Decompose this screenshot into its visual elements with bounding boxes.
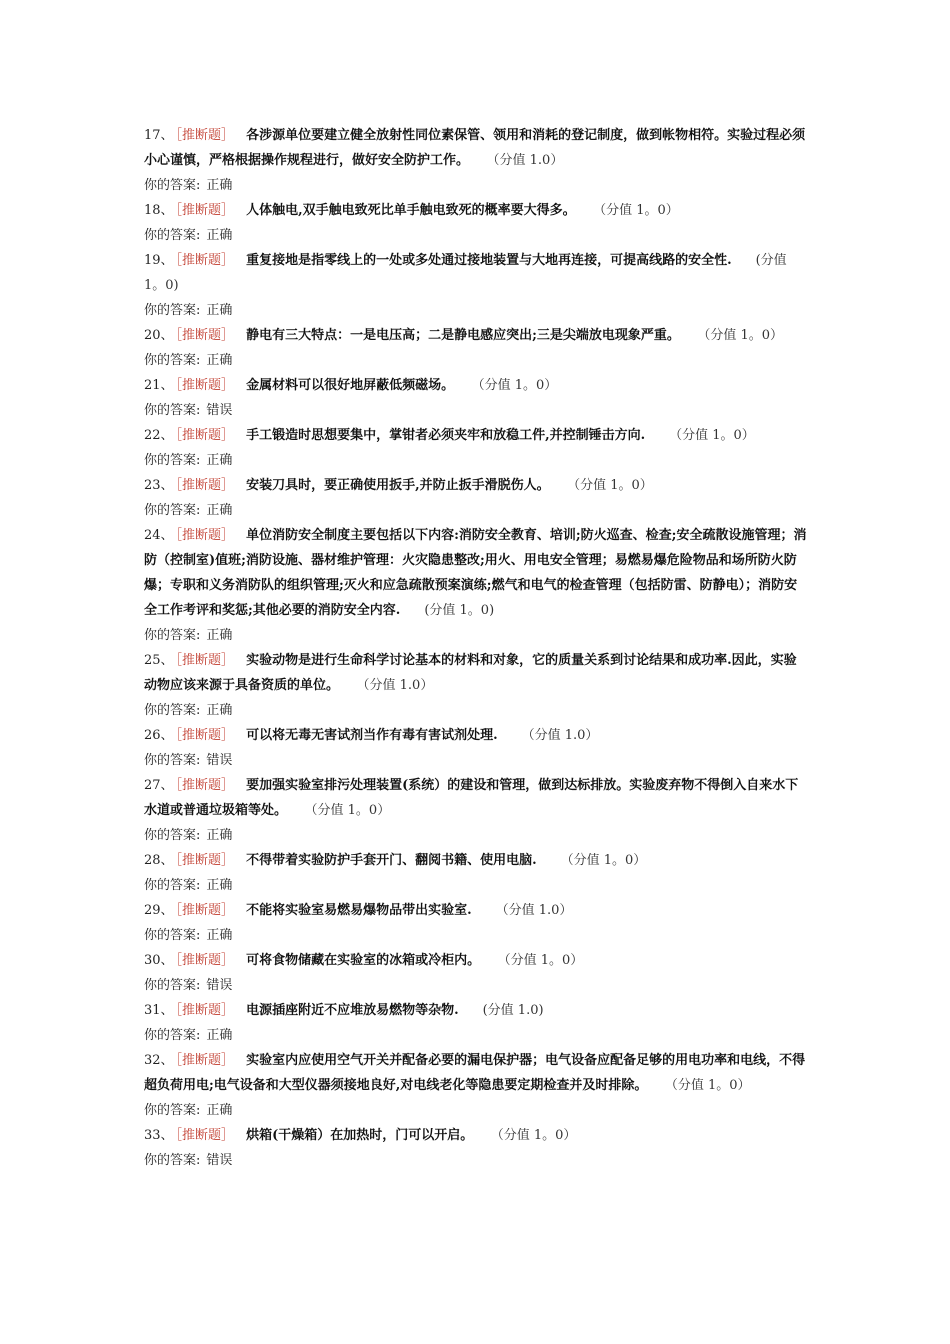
question-score: （分值 1。0） xyxy=(560,853,647,868)
question-score: (分值 1.0) xyxy=(482,1003,544,1018)
answer-label: 你的答案: xyxy=(144,353,201,368)
question-score: (分值 1。0) xyxy=(424,603,495,618)
answer-label: 你的答案: xyxy=(144,228,201,243)
question-stem: 实验动物是进行生命科学讨论基本的材料和对象，它的质量关系到讨论结果和成功率.因此，实验动物应该来源于具备资质的单位。 xyxy=(144,653,797,693)
answer-value: 正确 xyxy=(206,703,233,718)
answer-line xyxy=(144,873,809,898)
question-number: 17、 xyxy=(144,128,174,143)
answer-value: 正确 xyxy=(206,628,233,643)
answer-line xyxy=(144,1023,809,1048)
answer-line xyxy=(144,173,809,198)
question-number: 25、 xyxy=(144,653,174,668)
question-text-line xyxy=(144,473,809,498)
question-item xyxy=(144,123,809,198)
answer-label: 你的答案: xyxy=(144,1153,201,1168)
answer-line xyxy=(144,623,809,648)
question-stem: 实验室内应使用空气开关并配备必要的漏电保护器；电气设备应配备足够的用电功率和电线，不得超负荷用电;电气设备和大型仪器须接地良好,对电线老化等隐患要定期检查并及时排除。 xyxy=(144,1053,806,1093)
question-list xyxy=(144,123,809,1173)
question-type-tag: ［推断题］ xyxy=(175,1128,235,1143)
question-text-line xyxy=(144,723,809,748)
question-item xyxy=(144,648,809,723)
question-score: (分值 1。0) xyxy=(144,253,787,293)
answer-line xyxy=(144,748,809,773)
answer-label: 你的答案: xyxy=(144,828,201,843)
question-stem: 可将食物储藏在实验室的冰箱或冷柜内。 xyxy=(246,953,481,968)
question-number: 32、 xyxy=(144,1053,174,1068)
question-type-tag: ［推断题］ xyxy=(175,953,235,968)
question-stem: 要加强实验室排污处理装置(系统）的建设和管理，做到达标排放。实验废弃物不得倒入自来水下水道或普通垃圾箱等处。 xyxy=(144,778,799,818)
question-text-line xyxy=(144,1123,809,1148)
question-type-tag: ［推断题］ xyxy=(175,653,235,668)
question-type-tag: ［推断题］ xyxy=(175,728,235,743)
question-type-tag: ［推断题］ xyxy=(175,478,235,493)
answer-label: 你的答案: xyxy=(144,628,201,643)
question-score: （分值 1.0） xyxy=(493,153,564,168)
question-text-line xyxy=(144,523,809,623)
answer-value: 错误 xyxy=(206,978,233,993)
question-item xyxy=(144,723,809,773)
answer-label: 你的答案: xyxy=(144,453,201,468)
question-item xyxy=(144,523,809,648)
question-number: 19、 xyxy=(144,253,174,268)
question-score: （分值 1。0） xyxy=(478,378,558,393)
question-number: 24、 xyxy=(144,528,174,543)
question-text-line xyxy=(144,998,809,1023)
question-text-line xyxy=(144,123,809,173)
question-number: 28、 xyxy=(144,853,174,868)
question-type-tag: ［推断题］ xyxy=(175,328,235,343)
answer-value: 错误 xyxy=(206,1153,233,1168)
question-stem: 各涉源单位要建立健全放射性同位素保管、领用和消耗的登记制度，做到帐物相符。实验过程必须小心谨慎，严格根据操作规程进行，做好安全防护工作。 xyxy=(144,128,806,168)
question-item xyxy=(144,198,809,248)
answer-label: 你的答案: xyxy=(144,1103,201,1118)
answer-label: 你的答案: xyxy=(144,878,201,893)
question-score: （分值 1。0） xyxy=(703,328,784,343)
answer-line xyxy=(144,1098,809,1123)
answer-value: 正确 xyxy=(206,828,233,843)
question-item xyxy=(144,998,809,1048)
question-number: 22、 xyxy=(144,428,174,443)
answer-label: 你的答案: xyxy=(144,753,201,768)
question-item xyxy=(144,248,809,323)
question-stem: 人体触电,双手触电致死比单手触电致死的概率要大得多。 xyxy=(246,203,576,218)
answer-label: 你的答案: xyxy=(144,503,201,518)
question-type-tag: ［推断题］ xyxy=(175,203,235,218)
question-item xyxy=(144,473,809,523)
question-score: （分值 1。0） xyxy=(311,803,391,818)
question-number: 33、 xyxy=(144,1128,174,1143)
answer-line xyxy=(144,448,809,473)
question-type-tag: ［推断题］ xyxy=(175,528,235,543)
question-stem: 不能将实验室易燃易爆物品带出实验室. xyxy=(246,903,472,918)
question-item xyxy=(144,1048,809,1123)
answer-line xyxy=(144,223,809,248)
question-type-tag: ［推断题］ xyxy=(175,428,235,443)
answer-label: 你的答案: xyxy=(144,1028,201,1043)
question-score: （分值 1.0） xyxy=(521,728,599,743)
question-text-line xyxy=(144,248,809,298)
answer-line xyxy=(144,698,809,723)
question-stem: 烘箱(干燥箱）在加热时，门可以开启。 xyxy=(246,1128,474,1143)
question-type-tag: ［推断题］ xyxy=(175,128,235,143)
answer-label: 你的答案: xyxy=(144,303,201,318)
answer-value: 错误 xyxy=(206,753,233,768)
question-item xyxy=(144,423,809,473)
answer-value: 正确 xyxy=(206,1028,233,1043)
question-stem: 可以将无毒无害试剂当作有毒有害试剂处理. xyxy=(246,728,498,743)
question-stem: 电源插座附近不应堆放易燃物等杂物. xyxy=(246,1003,459,1018)
answer-value: 正确 xyxy=(206,1103,233,1118)
question-number: 29、 xyxy=(144,903,174,918)
question-text-line xyxy=(144,773,809,823)
question-stem: 重复接地是指零线上的一处或多处通过接地装置与大地再连接，可提高线路的安全性. xyxy=(246,253,732,268)
question-number: 30、 xyxy=(144,953,174,968)
answer-line xyxy=(144,498,809,523)
question-number: 27、 xyxy=(144,778,174,793)
question-text-line xyxy=(144,898,809,923)
question-number: 23、 xyxy=(144,478,174,493)
answer-label: 你的答案: xyxy=(144,403,201,418)
question-score: （分值 1。0） xyxy=(573,478,653,493)
answer-line xyxy=(144,348,809,373)
question-item xyxy=(144,373,809,423)
question-stem: 不得带着实验防护手套开门、翻阅书籍、使用电脑. xyxy=(246,853,537,868)
answer-label: 你的答案: xyxy=(144,178,201,193)
question-type-tag: ［推断题］ xyxy=(175,1053,235,1068)
question-score: （分值 1.0） xyxy=(495,903,573,918)
answer-line xyxy=(144,923,809,948)
question-type-tag: ［推断题］ xyxy=(175,253,235,268)
question-type-tag: ［推断题］ xyxy=(175,1003,235,1018)
answer-line xyxy=(144,823,809,848)
question-item xyxy=(144,1123,809,1173)
answer-value: 正确 xyxy=(206,453,233,468)
question-text-line xyxy=(144,948,809,973)
answer-value: 正确 xyxy=(206,303,233,318)
question-stem: 单位消防安全制度主要包括以下内容:消防安全教育、培训;防火巡查、检查;安全疏散设施管理；消防（控制室)值班;消防设施、器材维护管理：火灾隐患整改;用火、用电安全管理；易燃易爆危险物品和场所防火防爆；专职和义务消防队的组织管理;灭火和应急疏散预案演练;燃气和电气的检查管理（包括防雷、防静电）；消防安全工作考评和奖惩;其他必要的消防安全内容. xyxy=(144,528,807,618)
question-score: （分值 1。0） xyxy=(504,953,584,968)
answer-label: 你的答案: xyxy=(144,928,201,943)
question-item xyxy=(144,898,809,948)
question-score: （分值 1。0） xyxy=(671,1078,751,1093)
answer-value: 正确 xyxy=(206,353,233,368)
question-stem: 手工锻造时思想要集中，掌钳者必须夹牢和放稳工件,并控制锤击方向. xyxy=(246,428,646,443)
question-type-tag: ［推断题］ xyxy=(175,778,235,793)
question-text-line xyxy=(144,323,809,348)
question-number: 20、 xyxy=(144,328,174,343)
question-text-line xyxy=(144,648,809,698)
question-type-tag: ［推断题］ xyxy=(175,378,235,393)
answer-label: 你的答案: xyxy=(144,978,201,993)
question-stem: 金属材料可以很好地屏蔽低频磁场。 xyxy=(246,378,455,393)
answer-line xyxy=(144,973,809,998)
question-text-line xyxy=(144,198,809,223)
answer-value: 正确 xyxy=(206,928,233,943)
question-text-line xyxy=(144,373,809,398)
question-item xyxy=(144,773,809,848)
question-score: （分值 1。0） xyxy=(669,428,755,443)
answer-value: 正确 xyxy=(206,878,233,893)
question-score: （分值 1。0） xyxy=(599,203,679,218)
answer-line xyxy=(144,1148,809,1173)
answer-value: 正确 xyxy=(206,503,233,518)
answer-label: 你的答案: xyxy=(144,703,201,718)
answer-value: 正确 xyxy=(206,228,233,243)
question-number: 21、 xyxy=(144,378,174,393)
question-type-tag: ［推断题］ xyxy=(175,853,235,868)
question-number: 26、 xyxy=(144,728,174,743)
answer-value: 错误 xyxy=(206,403,233,418)
question-item xyxy=(144,323,809,373)
question-text-line xyxy=(144,848,809,873)
question-number: 31、 xyxy=(144,1003,174,1018)
question-text-line xyxy=(144,423,809,448)
answer-line xyxy=(144,398,809,423)
question-item xyxy=(144,948,809,998)
question-number: 18、 xyxy=(144,203,174,218)
question-score: （分值 1.0） xyxy=(363,678,434,693)
question-stem: 安装刀具时，要正确使用扳手,并防止扳手滑脱伤人。 xyxy=(246,478,550,493)
question-text-line xyxy=(144,1048,809,1098)
question-score: （分值 1。0） xyxy=(497,1128,577,1143)
question-stem: 静电有三大特点：一是电压高；二是静电感应突出;三是尖端放电现象严重。 xyxy=(246,328,680,343)
question-type-tag: ［推断题］ xyxy=(175,903,235,918)
answer-value: 正确 xyxy=(206,178,233,193)
question-item xyxy=(144,848,809,898)
answer-line xyxy=(144,298,809,323)
